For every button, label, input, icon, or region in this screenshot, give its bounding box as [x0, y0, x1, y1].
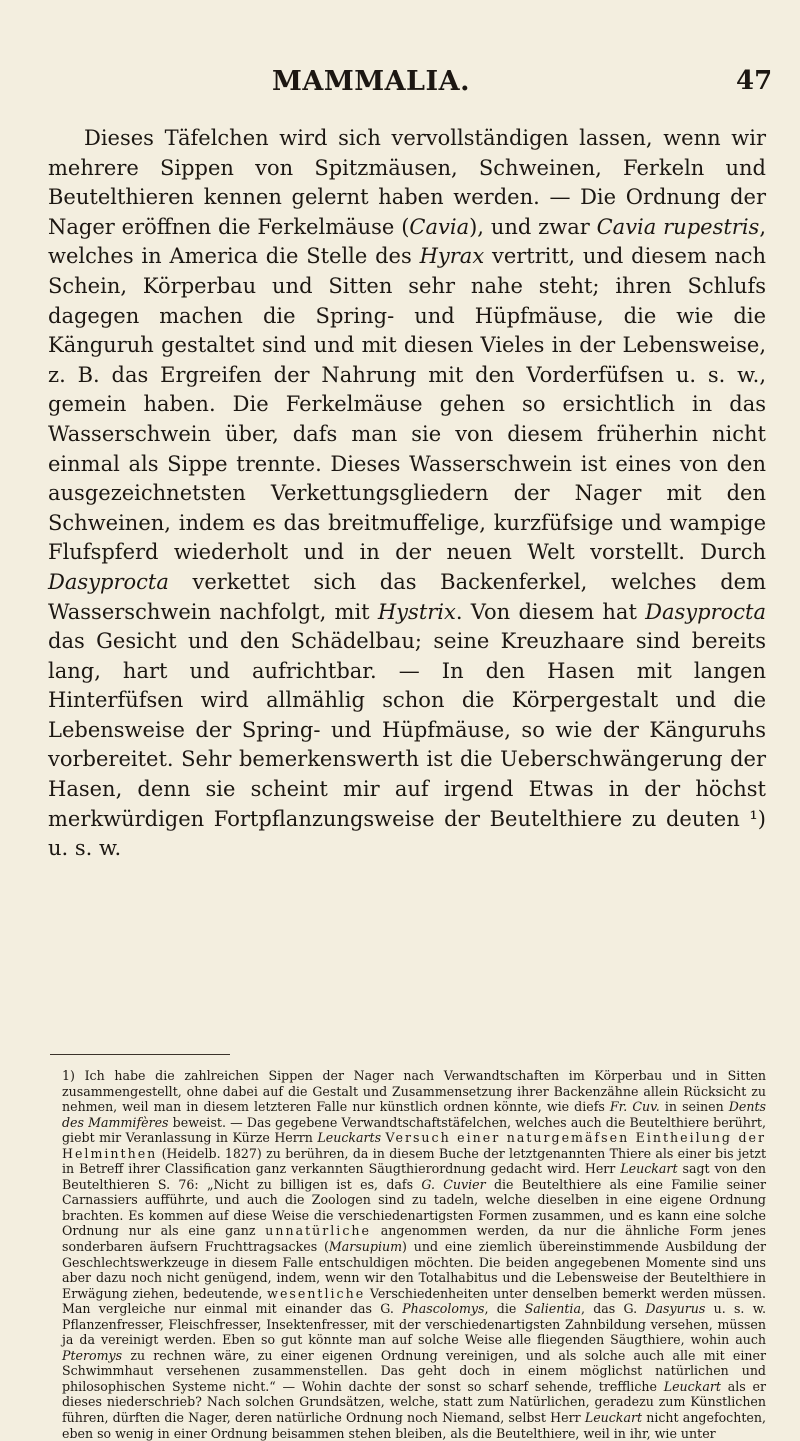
taxon-name: Dasyprocta	[645, 599, 766, 624]
work-title: Dents des Mammifères	[62, 1099, 766, 1130]
taxon-name: Hyrax	[419, 244, 485, 269]
author-name: Fr. Cuv.	[609, 1099, 660, 1115]
taxon-name: Hystrix	[377, 599, 456, 624]
taxon-name: Cavia rupestris	[596, 214, 760, 239]
taxon-name: Salientia	[524, 1301, 581, 1317]
page-header	[0, 66, 800, 106]
taxon-name: Dasyprocta	[48, 569, 169, 594]
footnote-reference: ¹)	[749, 806, 766, 831]
body-paragraph: Dieses Täfelchen wird sich vervollständigen lassen, wenn wir mehrere Sippen von Spitzmäusen, Schweinen, Ferkeln und Beutelthieren kennen gelernt haben werden. — Die Ordnung der Nager eröffnen die Ferkelmäuse (Cavia), und zwar Cavia rupestris, welches in America die Stelle des Hyrax vertritt, und diesem nach Schein, Körperbau und Sitten sehr nahe steht; ihren Schlufs dagegen machen die Spring- und Hüpfmäuse, die wie die Känguruh gestaltet sind und mit diesen Vieles in der Lebensweise, z. B. das Ergreifen der Nahrung mit den Vorderfüfsen u. s. w., gemein haben. Die Ferkelmäuse gehen so ersichtlich in das Wasserschwein über, dafs man sie von diesem früherhin nicht einmal als Sippe trennte. Dieses Wasserschwein ist eines von den ausgezeichnetsten Verkettungsgliedern der Nager mit den Schweinen, indem es das breitmuffelige, kurzfüfsige und wampige Flufspferd wiederholt und in der neuen Welt vorstellt. Durch Dasyprocta verkettet sich das Backenferkel, welches dem Wasserschwein nachfolgt, mit Hystrix. Von diesem hat Dasyprocta das Gesicht und den Schädelbau; seine Kreuzhaare sind bereits lang, hart und aufrichtbar. — In den Hasen mit langen Hinterfüfsen wird allmählig schon die Körpergestalt und die Lebensweise der Spring- und Hüpfmäuse, so wie der Känguruhs vorbereitet. Sehr bemerkenswerth ist die Ueberschwängerung der Hasen, denn sie scheint mir auf irgend Etwas in der höchst merkwürdigen Fortpflanzungsweise der Beutelthiere zu deuten ¹) u. s. w.	[48, 126, 767, 861]
author-name: G. Cuvier	[421, 1176, 486, 1192]
taxon-name: Dasyurus	[645, 1301, 706, 1317]
author-name: Leuckart	[663, 1378, 721, 1394]
main-text	[48, 124, 766, 864]
work-title: Versuch einer naturgemäfsen Eintheilung der Helminthen	[62, 1130, 766, 1161]
footnote-paragraph: 1) Ich habe die zahlreichen Sippen der Nager nach Verwandtschaften im Körperbau und in Sitten zusammengestellt, ohne dabei auf die Gestalt und Zusammensetzung ihrer Backenzähne allein Rücksicht zu nehmen, weil man in diesem letzteren Falle nur künstlich ordnen könnte, wie diefs Fr. Cuv. in seinen Dents des Mammifères beweist. — Das gegebene Verwandtschaftstäfelchen, welches auch die Beutelthiere berührt, giebt mir Veranlassung in Kürze Herrn Leuckarts Versuch einer naturgemäfsen Eintheilung der Helminthen (Heidelb. 1827) zu berühren, da in diesem Buche der letztgenannten Thiere als einer bis jetzt in Betreff ihrer Classification ganz verkannten Säugthierordnung gedacht wird. Herr Leuckart sagt von den Beutelthieren S. 76: „Nicht zu billigen ist es, dafs G. Cuvier die Beutelthiere als eine Familie seiner Carnassiers aufführte, und auch die Zoologen sind zu tadeln, welche dieselben in eine eigene Ordnung brachten. Es kommen auf diese Weise die verschiedenartigsten Formen zusammen, und es kann eine solche Ordnung nur als eine ganz unnatürliche angenommen werden, da nur die ähnliche Form jenes sonderbaren äufsern Fruchttragsackes (Marsupium) und eine ziemlich übereinstimmende Ausbildung der Geschlechtswerkzeuge in diesem Falle entschuldigen möchten. Die beiden angegebenen Momente sind uns aber dazu noch nicht genügend, indem, wenn wir den Totalhabitus und die Lebensweise der Beutelthiere in Erwägung ziehen, bedeutende, wesentliche Verschiedenheiten unter denselben bemerkt werden müssen. Man vergleiche nur einmal mit einander das G. Phascolomys, die Salientia, das G. Dasyurus u. s. w. Pflanzenfresser, Fleischfresser, Insektenfresser, mit der verschiedenartigsten Zahnbildung versehen, müssen ja da vereinigt werden. Eben so gut könnte man auf solche Weise alle fliegenden Säugthiere, wohin auch Pteromys zu rechnen wäre, zu einer eigenen Ordnung vereinigen, und als solche auch alle mit einer Schwimmhaut versehenen zusammenstellen. Das geht doch in einem möglichst natürlichen und philosophischen Systeme nicht.“ — Wohin dachte der sonst so scharf sehende, treffliche Leuckart als er dieses niederschrieb? Nach solchen Grundsätzen, welche, statt zum Natürlichen, geradezu zum Künstlichen führen, dürften die Nager, deren natürliche Ordnung noch Niemand, selbst Herr Leuckart nicht angefochten, eben so wenig in einer Ordnung beisammen stehen bleiben, als die Beutelthiere, weil in ihr, wie unter	[62, 1068, 767, 1441]
emphasized-word: wesentliche	[267, 1285, 366, 1301]
running-head: MAMMALIA.	[272, 66, 471, 97]
author-name: Leuckart	[584, 1410, 643, 1426]
taxon-name: Pteromys	[62, 1347, 123, 1363]
footnote	[62, 1068, 766, 1441]
footnote-divider	[50, 1054, 230, 1055]
author-name: Leuckart	[620, 1161, 678, 1177]
emphasized-word: unnatürliche	[265, 1223, 371, 1239]
page-number: 47	[736, 66, 773, 96]
taxon-name: Marsupium	[328, 1239, 403, 1255]
taxon-name: Phascolomys	[402, 1301, 485, 1317]
author-name: Leuckarts	[317, 1130, 382, 1146]
taxon-name: Cavia	[409, 214, 470, 239]
